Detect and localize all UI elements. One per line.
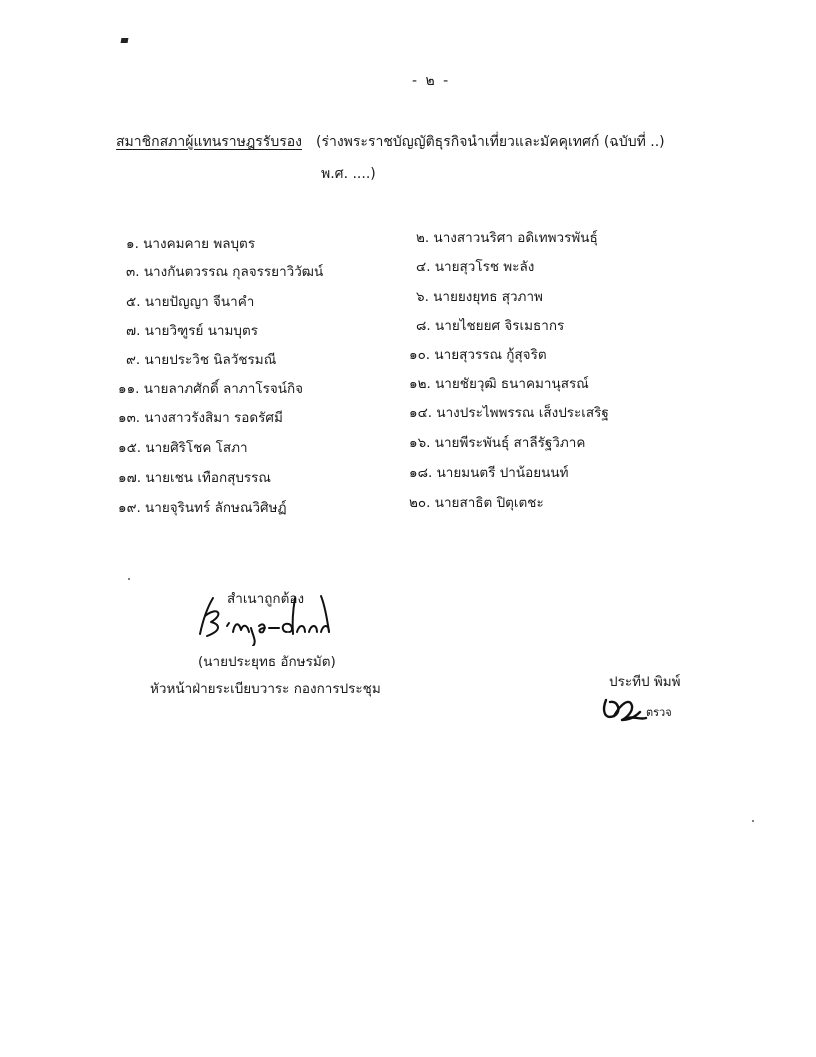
member-number: ๑๙.: [118, 500, 141, 516]
member-name: นายวิฑูรย์ นามบุตร: [144, 323, 259, 339]
member-number: ๑๒.: [409, 376, 431, 392]
member-entry: [118, 436, 248, 458]
member-name: นายสาธิต ปิตุเตชะ: [434, 495, 544, 511]
member-number: ๑๖.: [409, 435, 431, 451]
officer-signature: [195, 588, 345, 646]
member-name: นายจุรินทร์ ลักษณวิศิษฏ์: [145, 500, 287, 516]
bill-title-continued: พ.ศ. ....): [321, 166, 376, 182]
member-entry: [416, 314, 564, 336]
member-entry: [126, 290, 254, 312]
member-entry: [409, 461, 569, 483]
page-number: - ๒ -: [412, 73, 451, 89]
member-name: นายไชยยศ จิรเมธากร: [435, 318, 565, 334]
member-number: ๑๗.: [118, 470, 142, 486]
member-number: ๙.: [126, 352, 141, 368]
member-number: ๒.: [416, 230, 430, 246]
member-name: นางสาวรังสิมา รอดรัศมี: [144, 410, 283, 426]
member-entry: [409, 431, 585, 453]
member-name: นายมนตรี ปาน้อยนนท์: [436, 465, 569, 481]
member-entry: [416, 255, 534, 277]
member-number: ๘.: [416, 318, 431, 334]
member-name: นายสุวโรช พะลัง: [434, 259, 535, 275]
member-name: นายพีระพันธุ์ สาลีรัฐวิภาค: [434, 435, 586, 451]
member-number: ๖.: [416, 289, 429, 305]
member-number: ๑๔.: [409, 405, 433, 421]
officer-title: หัวหน้าฝ่ายระเบียบวาระ กองการประชุม: [150, 681, 381, 697]
scan-speck: [752, 820, 754, 822]
member-number: ๓.: [126, 264, 140, 280]
member-entry: [409, 372, 589, 394]
member-name: นางคมคาย พลบุตร: [143, 236, 256, 252]
member-entry: [118, 496, 287, 518]
member-entry: [118, 466, 271, 488]
officer-name: (นายประยุทธ อักษรมัต): [198, 654, 336, 670]
member-entry: [126, 260, 323, 282]
member-name: นายชัยวุฒิ ธนาคมานุสรณ์: [435, 376, 589, 392]
typist-name: ประทีป พิมพ์: [609, 674, 681, 690]
member-name: นางกันตวรรณ กุลจรรยาวิวัฒน์: [143, 264, 324, 280]
member-entry: [416, 226, 598, 248]
certified-copy-label: สำเนาถูกต้อง: [227, 591, 305, 607]
member-name: นายประวิช นิลวัชรมณี: [144, 352, 277, 368]
member-number: ๒๐.: [409, 495, 431, 511]
member-name: นายสุวรรณ กู้สุจริต: [434, 347, 547, 363]
member-entry: [118, 377, 303, 399]
member-name: นายศิริโชค โสภา: [145, 440, 248, 456]
member-number: ๑๘.: [409, 465, 433, 481]
member-number: ๑๕.: [118, 440, 142, 456]
corner-mark: [121, 38, 129, 43]
member-entry: [409, 491, 544, 513]
scan-speck: [128, 578, 130, 580]
member-number: ๑๐.: [409, 347, 431, 363]
member-number: ๑๓.: [118, 410, 141, 426]
member-name: นายเชน เทือกสุบรรณ: [145, 470, 271, 486]
member-entry: [126, 319, 258, 341]
member-name: นายยงยุทธ สุวภาพ: [433, 289, 543, 305]
member-number: ๑.: [126, 236, 139, 252]
member-number: ๔.: [416, 259, 431, 275]
bill-title: (ร่างพระราชบัญญัติธุรกิจนำเที่ยวและมัคคุเทศก์ (ฉบับที่ ..): [316, 134, 665, 150]
checker-initials-text: ตรวจ: [646, 706, 672, 719]
member-entry: [416, 285, 543, 307]
member-name: นายลาภศักดิ์ ลาภาโรจน์กิจ: [143, 381, 304, 397]
member-name: นายปัญญา จีนาคำ: [144, 294, 255, 310]
member-name: นางสาวนริศา อดิเทพวรพันธุ์: [433, 230, 598, 246]
member-number: ๑๑.: [118, 381, 140, 397]
member-entry: [409, 343, 547, 365]
member-entry: [126, 348, 276, 370]
member-entry: [409, 401, 609, 423]
checker-initials-signature: [600, 692, 700, 726]
member-number: ๕.: [126, 294, 141, 310]
member-name: นางประไพพรรณ เส็งประเสริฐ: [436, 405, 609, 421]
member-number: ๗.: [126, 323, 141, 339]
member-entry: [118, 406, 283, 428]
member-entry: [126, 232, 255, 254]
header-label: สมาชิกสภาผู้แทนราษฎรรับรอง: [116, 134, 302, 150]
